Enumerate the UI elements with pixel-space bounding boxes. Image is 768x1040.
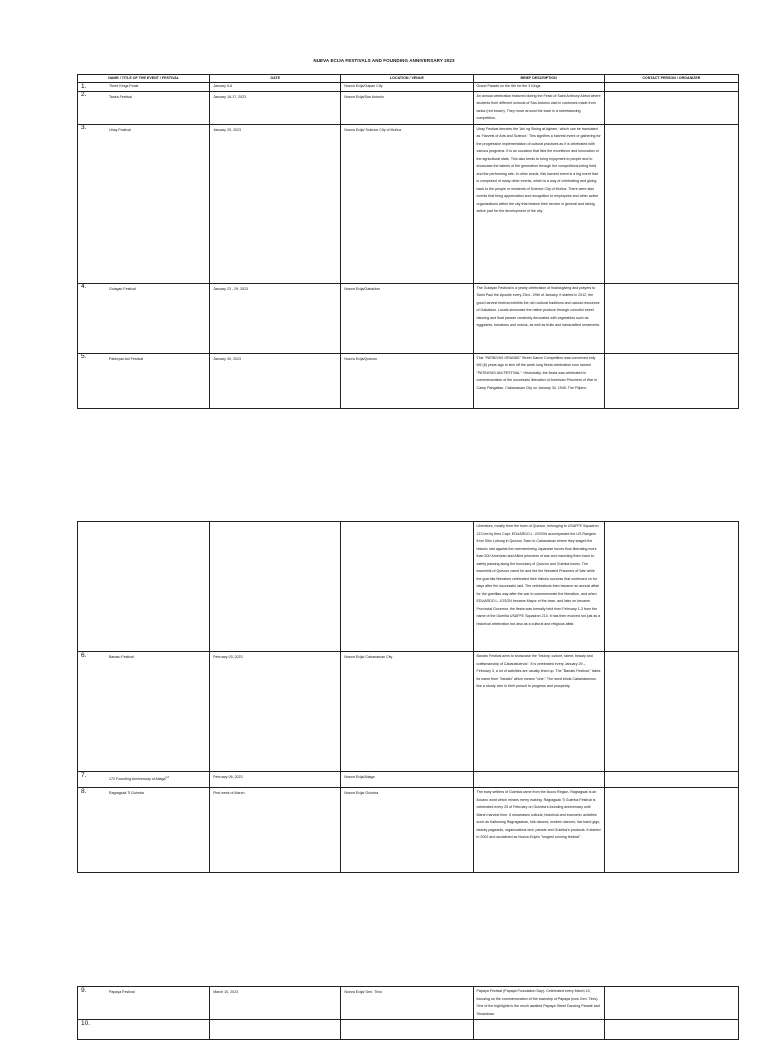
cell-name bbox=[78, 1020, 210, 1040]
cell-description bbox=[473, 522, 604, 652]
cell-description bbox=[473, 1020, 604, 1040]
event-description: Grand Parade on the 6th for the 3 Kings bbox=[476, 84, 541, 88]
event-location: Nueva Ecija/ Science City of Muñoz bbox=[344, 127, 402, 132]
cell-description bbox=[473, 124, 604, 283]
event-date: February 06, 2023 bbox=[213, 775, 243, 779]
event-name: Three Kings Feast bbox=[109, 84, 139, 88]
cell-contact bbox=[604, 652, 738, 772]
event-date: January 25, 2023 bbox=[213, 127, 241, 132]
row-number: 8. bbox=[81, 787, 87, 795]
event-description: Papaya Festival (Papaya Foundation Day)- Celebrated every March 10, focusing on the commemoration of the township of Papaya (now Gen. Tinio). One of the highlights is the much awaited Papaya Street Dancing Parade and Showdown. bbox=[476, 989, 600, 1016]
cell-name bbox=[78, 124, 210, 283]
page-title: NUEVA ECIJA FESTIVALS AND FOUNDING ANNIVERSARY 2023 bbox=[313, 58, 455, 63]
cell-location bbox=[341, 772, 473, 788]
event-date: March 10, 2023 bbox=[213, 990, 239, 994]
festival-table-page-2 bbox=[77, 521, 739, 873]
cell-contact bbox=[604, 353, 738, 408]
cell-name bbox=[78, 772, 210, 788]
header-date: DATE bbox=[210, 75, 341, 83]
cell-name bbox=[78, 91, 210, 124]
cell-location bbox=[341, 652, 473, 772]
ordinal-suffix: nd bbox=[165, 775, 169, 779]
event-location: Nueva Ecija/Aliaga bbox=[344, 775, 375, 779]
event-name: Tanka Festival bbox=[109, 94, 132, 99]
cell-description bbox=[473, 788, 604, 873]
cell-description bbox=[473, 652, 604, 772]
event-date: January 16-17, 2023 bbox=[213, 94, 247, 99]
cell-contact bbox=[604, 522, 738, 652]
cell-date bbox=[210, 83, 341, 92]
cell-date bbox=[210, 124, 341, 283]
table-row bbox=[78, 772, 739, 788]
table-row bbox=[78, 353, 739, 408]
event-date: January 5-6 bbox=[213, 84, 233, 88]
cell-contact bbox=[604, 124, 738, 283]
cell-date bbox=[210, 1020, 341, 1040]
table-row bbox=[78, 788, 739, 873]
row-number: 1. bbox=[81, 82, 87, 90]
row-number: 10. bbox=[81, 1019, 91, 1027]
event-name: Uhay Festival bbox=[109, 127, 131, 132]
event-description: Banatu Festival aims to showcase the "history, culture, talent, beauty and craftsmanship of Cabanatuenos". It is celebrated every January 29 – February 3, a lot of activities are usually lined up. The "Banatu Festival," takes its name from "banatu" which means "vine." The word binds Cabanatuenos like a sturdy vine in their pursuit to progress and prosperity. bbox=[476, 654, 601, 688]
festival-table-page-1 bbox=[77, 74, 739, 409]
event-date: First week of March bbox=[213, 791, 245, 795]
cell-contact bbox=[604, 83, 738, 92]
event-description: This "PATIBIYAS GRANDE" Street Dance Competition was conceived only 5/6 (6) years ago to kick off the week long fiesta celebration now named "PATINIYAS ANI FESTIVAL". Historically, the fiesta was celebrated in commemoration of the successful liberation of American Prisoners of War in Camp Pangatian, Cabanatuan City on January 30, 1945. The Filipino bbox=[476, 355, 598, 390]
event-location: Nueva Ecija/Gabaldon bbox=[344, 286, 381, 291]
cell-name bbox=[78, 522, 210, 652]
cell-location bbox=[341, 987, 473, 1020]
event-location: Nueva Ecija/Gapan City bbox=[344, 84, 383, 88]
cell-name bbox=[78, 83, 210, 92]
cell-name bbox=[78, 283, 210, 353]
event-date: January 30, 2023 bbox=[213, 356, 241, 361]
cell-location bbox=[341, 788, 473, 873]
cell-description bbox=[473, 283, 604, 353]
event-name: Pabinyas Ani Festival bbox=[109, 356, 144, 361]
table-row bbox=[78, 91, 739, 124]
cell-description bbox=[473, 772, 604, 788]
event-date: February 03, 2023 bbox=[213, 655, 243, 659]
event-name: Gulayan Festival bbox=[109, 286, 136, 291]
cell-date bbox=[210, 91, 341, 124]
row-number: 5. bbox=[81, 353, 87, 360]
cell-description bbox=[473, 91, 604, 124]
event-location: Nueva Ecija/San Antonio bbox=[344, 94, 384, 99]
cell-location bbox=[341, 522, 473, 652]
cell-location bbox=[341, 353, 473, 408]
cell-name bbox=[78, 652, 210, 772]
table-row bbox=[78, 283, 739, 353]
cell-location bbox=[341, 1020, 473, 1040]
cell-date bbox=[210, 788, 341, 873]
festival-table-page-3 bbox=[77, 986, 739, 1040]
event-description: Liberators, mostly from the town of Quezon, belonging to USAFFE Squadron 213 led by then Capt. EDUARDO L. JOSON accompanied the US Rangers from Sitio Lobong in Quezon Town to Cabanatuan where they staged the historic raid against the overwhelming Japanese forces thus liberating more than 500 American and Allied prisoners of war and marching them back to safety passing along the boundary of Quezon and Guimba towns. The townsfolk of Quezon cared for and fed the liberated Prisoners of War while the guerrilla liberators celebrated their historic success that continued on for days after the successful raid. The celebrations then became an annual affair for the guerillas way after the war to commemorate the liberation, and when EDUARDO L. JOSON became Mayor of the town, and later on became Provincial Governor, the fiesta was formally held from February 1-3 from the name of the Guerilla USAFFE Squadron 213. It has then evolved not just as a historical celebration but also as a cultural and religious affair. bbox=[476, 524, 601, 626]
event-description: The Gulayan Festival is a yearly celebration of thanksgiving and prayers to Saint Paul the Apostle every 23rd - 29th of January. It started in 2012, the good harvest festival exhibits the rich cultural traditions and natural resources of Gabaldon. Locals showcase the native produce through colourful street dancing and float parade creatively decorated with vegetables such as eggplants, tomatoes and onions, as well as fruits and handcrafted ornaments. bbox=[476, 285, 600, 327]
table-row bbox=[78, 987, 739, 1020]
cell-date bbox=[210, 522, 341, 652]
cell-contact bbox=[604, 788, 738, 873]
event-description: Uhay Festival denotes the 'Ani ng Sining at Agham,' which can be translated as 'Harvest of Arts and Science.' This signifies a harvest event or gathering for the progressive implementation of cultural practices as it is celebrated with various programs. It is an occasion that lists the excellence and innovation of the agricultural state. This also tends to bring enjoyment to people and to showcase the talents of the generation through the competitions being held and the performing arts. In other words, this harvest event is a big event that is comprised of many other events, which is a way of celebrating and giving back to the people or residents of Science City of Muñoz. There were also events that bring appreciation and recognition to employees and other active organizations within the city that bestow their service in general and taking active part for the development of the city. bbox=[476, 126, 601, 213]
cell-contact bbox=[604, 987, 738, 1020]
event-description: An annual celebration featured during the Feast of Saint Anthony Abbot where students from different schools of San Antonio clad in costumes made from tanka (red brown). They move around the town in a streetdancing competition. bbox=[476, 93, 601, 120]
event-location: Nueva Ecija/ Gen. Tinio bbox=[344, 990, 382, 994]
cell-location bbox=[341, 91, 473, 124]
cell-description bbox=[473, 83, 604, 92]
table-row bbox=[78, 522, 739, 652]
cell-date bbox=[210, 283, 341, 353]
table-row bbox=[78, 652, 739, 772]
cell-description bbox=[473, 987, 604, 1020]
cell-date bbox=[210, 652, 341, 772]
event-description: The early settlers of Guimba came from the Ilocos Region. Ragragsak is an Ilocano word which means merry making. Ragragsak Ti Guimba Festival is celebrated every 25 of February on Guimba's founding anniversary until March harvest time. It showcases cultural, historical and economic activities such as Kalbusing Ragragsakan, folk dances, modern dances, live band gigs, beauty pageants, organizations tent, parade and Guimba's products. It started in 2002 and acclaimed as Nueva Ecija's "longest running festival". bbox=[476, 790, 601, 839]
row-number: 9. bbox=[81, 986, 87, 994]
event-location: Nueva Ecija/ Cabanatuan City bbox=[344, 655, 393, 659]
cell-location bbox=[341, 83, 473, 92]
row-number: 4. bbox=[81, 283, 87, 290]
cell-contact bbox=[604, 1020, 738, 1040]
cell-contact bbox=[604, 772, 738, 788]
row-number: 3. bbox=[81, 124, 87, 131]
cell-date bbox=[210, 987, 341, 1020]
event-name: Banatu Festival bbox=[109, 655, 134, 659]
event-description bbox=[477, 772, 601, 773]
header-location: LOCATION / VENUE bbox=[341, 75, 473, 83]
table-header-row bbox=[78, 75, 739, 83]
event-name-text: 172 Founding Anniversary of Aliaga bbox=[109, 777, 166, 782]
table-row bbox=[78, 124, 739, 283]
event-date: January 23 - 29, 2023 bbox=[213, 286, 249, 291]
event-name: Ragragsak Ti Guimba bbox=[109, 791, 144, 795]
table-row bbox=[78, 1020, 739, 1040]
cell-name bbox=[78, 788, 210, 873]
cell-name bbox=[78, 353, 210, 408]
row-number: 2. bbox=[81, 91, 87, 98]
row-number: 7. bbox=[81, 771, 87, 779]
table-row bbox=[78, 83, 739, 92]
row-number: 6. bbox=[81, 651, 87, 659]
cell-date bbox=[210, 353, 341, 408]
cell-name bbox=[78, 987, 210, 1020]
header-contact: CONTACT PERSON / ORGANIZER bbox=[604, 75, 738, 83]
header-description: BRIEF DESCRIPTION bbox=[473, 75, 604, 83]
cell-contact bbox=[604, 283, 738, 353]
cell-date bbox=[210, 772, 341, 788]
event-name: Papaya Festival bbox=[109, 990, 135, 994]
cell-contact bbox=[604, 91, 738, 124]
cell-location bbox=[341, 283, 473, 353]
event-location: Nueva Ecija/ Guimba bbox=[344, 791, 379, 795]
cell-location bbox=[341, 124, 473, 283]
event-location: Nueva Ecija/Quezon bbox=[344, 356, 378, 361]
cell-description bbox=[473, 353, 604, 408]
header-name: NAME / TITLE OF THE EVENT / FESTIVAL bbox=[78, 75, 210, 83]
